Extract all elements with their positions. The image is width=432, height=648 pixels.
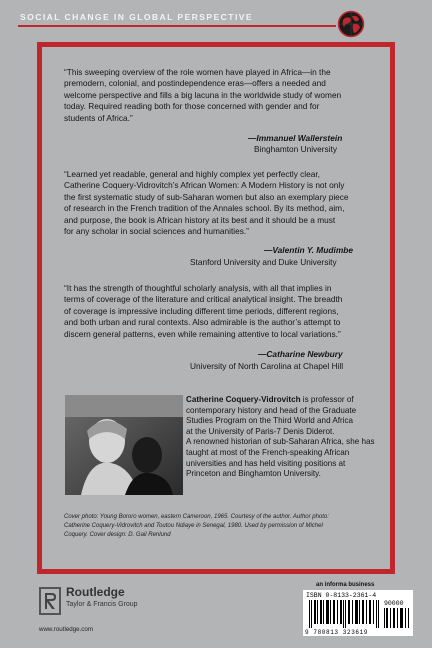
bio-line: contemporary history and head of the Graduate [186,405,357,415]
quote-line: premodern, colonial, and postindependence eras—offers a needed and [64,78,326,89]
credit-line: Coquery. Cover design: D. Gail Renlund [64,531,171,538]
bio-line: Princeton and Binghamton University. [186,469,321,479]
quote-line: the first systematic study of sub-Saharan women but also an exemplary piece [64,191,349,202]
bio-line [186,395,376,406]
informa-tagline: an informa business [316,582,375,588]
author-photo [65,395,183,495]
barcode-number: 9 780813 323619 [305,629,369,636]
author-name: Catherine Coquery-Vidrovitch [186,395,301,404]
bio-text: is professor of [300,395,354,404]
quote-line: today. Required reading both for those concerned with gender and for [64,101,320,112]
bio-line: taught at most of the French-speaking African [186,447,350,457]
series-title: SOCIAL CHANGE IN GLOBAL PERSPECTIVE [20,12,253,22]
publisher-name: Routledge [66,585,125,599]
review-panel [37,42,395,574]
globe-icon [337,10,365,38]
quote-line: students of Africa.” [64,112,133,123]
quote-line: discern general patterns, even while remaining attentive to local variations.” [64,328,341,339]
routledge-logo-icon [39,587,61,615]
quote-affiliation: University of North Carolina at Chapel Hill [190,361,344,371]
quote-line: welcome perspective and fills a big lacuna in the worldwide study of women [64,89,342,100]
credit-line: Catherine Coquery-Vidrovitch and Toutou Ndiaye in Senegal, 1980. Used by permission of Michel [64,522,323,529]
credit-line: Cover photo: Young Bororo women, eastern Cameroon, 1965. Courtesy of the author. Author photo: [64,514,329,520]
quote-author: —Valentin Y. Mudimbe [264,245,354,255]
quote-affiliation: Stanford University and Duke University [190,257,337,267]
review-panel-inner [42,47,390,569]
price-code: 90000 [384,600,404,607]
quote-line: Catherine Coquery-Vidrovitch’s African Women: A Modern History is not only [64,180,345,191]
quote-affiliation: Binghamton University [254,144,338,154]
quote-line: and both urban and rural contexts. Also admirable is the author’s attempt to [64,317,341,328]
bio-line: at the University of Paris-7 Denis Diderot. [186,426,335,436]
quote-line: of research in the French tradition of the Annales school. By its method, aim, [64,203,345,214]
quote-line: and purpose, the book is African history at its best and it should be a must [64,214,336,225]
quote-line: of coverage is impressive including different time periods, different regions, [64,305,339,316]
bio-line: universities and has held visiting positions at [186,458,346,468]
price-barcode-icon [384,608,410,628]
publisher-website: www.routledge.com [39,626,93,633]
bio-line: A renowned historian of sub-Saharan Africa, she has [186,437,375,447]
publisher-group: Taylor & Francis Group [66,601,138,608]
quote-author: —Immanuel Wallerstein [248,133,343,143]
barcode-block [303,590,413,636]
quote-line: “Learned yet readable, general and highly complex yet perfectly clear, [64,169,320,179]
quote-mudimbe [64,169,382,237]
quote-line: terms of coverage of the literature and critical analytical insight. The breadth [64,294,343,305]
quote-newbury [64,283,382,340]
quote-wallerstein [64,67,382,124]
series-rule [18,25,336,27]
author-bio [186,395,376,480]
isbn-text: ISBN 0-8133-2361-4 [306,592,377,599]
quote-line: for any scholar in social sciences and humanities.” [64,226,249,237]
cover-credits [64,513,382,539]
barcode-icon [309,600,381,628]
series-header [0,0,432,28]
quote-line: “It has the strength of thoughtful scholarly analysis, with all that implies in [64,283,332,293]
quote-line: “This sweeping overview of the role women have played in Africa—in the [64,67,331,77]
quote-author: —Catharine Newbury [258,349,343,359]
bio-line: Studies Program on the Third World and Africa [186,416,354,426]
